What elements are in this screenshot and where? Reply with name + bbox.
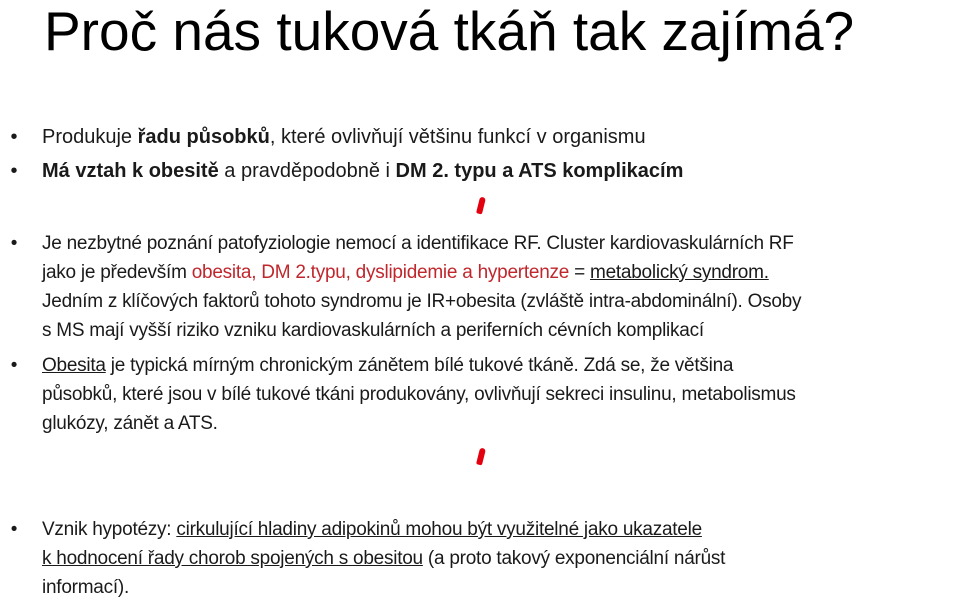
- bullet-icon: •: [10, 519, 18, 540]
- b4-line-2: působků, které jsou v bílé tukové tkáni produkovány, ovlivňují sekreci insulinu, metabolismus: [42, 384, 796, 405]
- b5-text-2: (a proto takový exponenciální nárůst: [422, 548, 726, 569]
- b4-obesity: Obesita: [42, 355, 106, 376]
- b3-line-1: Je nezbytné poznání patofyziologie nemocí a identifikace RF. Cluster kardiovaskulárních RF: [42, 233, 794, 254]
- b1-text-3: , které ovlivňují většinu funkcí v organismu: [269, 126, 646, 148]
- b1-text-1: Produkuje: [42, 126, 138, 148]
- b3-line-4: s MS mají vyšší riziko vzniku kardiovaskulárních a periferních cévních komplikací: [42, 320, 704, 341]
- b5-text: Vznik hypotézy:: [42, 519, 177, 540]
- b4-line-1: [42, 351, 958, 380]
- b4-line-3: glukózy, zánět a ATS.: [42, 413, 218, 434]
- b3-metabolic-syndrome: metabolický syndrom.: [590, 262, 769, 283]
- red-annotation-mark: [476, 197, 486, 215]
- b1-bold-text: řadu působků: [137, 126, 270, 148]
- b5-line-3: informací).: [42, 577, 129, 598]
- b3-risk-factors: obesita, DM 2.typu, dyslipidemie a hypertenze: [191, 262, 570, 283]
- slide-title: Proč nás tuková tkáň tak zajímá?: [44, 0, 855, 62]
- b5-line-1: [42, 515, 958, 544]
- b3-text: jako je především: [42, 262, 192, 283]
- b4-text: je typická mírným chronickým zánětem bílé tukové tkáně. Zdá se, že většina: [105, 355, 734, 376]
- b3-line-2: [42, 258, 958, 287]
- b3-line-3: Jedním z klíčových faktorů tohoto syndromu je IR+obesita (zvláště intra-abdominální). Osoby: [42, 291, 802, 312]
- red-annotation-mark: [476, 448, 486, 466]
- bullet-icon: •: [10, 355, 18, 376]
- bullet-icon: •: [10, 233, 18, 254]
- b2-bold-text-3: DM 2. typu a ATS komplikacím: [395, 160, 684, 182]
- bullet-icon: •: [10, 126, 18, 148]
- b3-equals: =: [569, 262, 590, 283]
- b2-text-2: a pravděpodobně i: [218, 160, 396, 182]
- b5-evaluation: k hodnocení řady chorob spojených s obesitou: [42, 548, 423, 569]
- b5-line-2: [42, 544, 958, 573]
- bullet-icon: •: [10, 160, 18, 182]
- b2-bold-text-1: Má vztah k obesitě: [42, 160, 219, 182]
- b5-hypothesis: cirkulující hladiny adipokinů mohou být využitelné jako ukazatele: [176, 519, 702, 540]
